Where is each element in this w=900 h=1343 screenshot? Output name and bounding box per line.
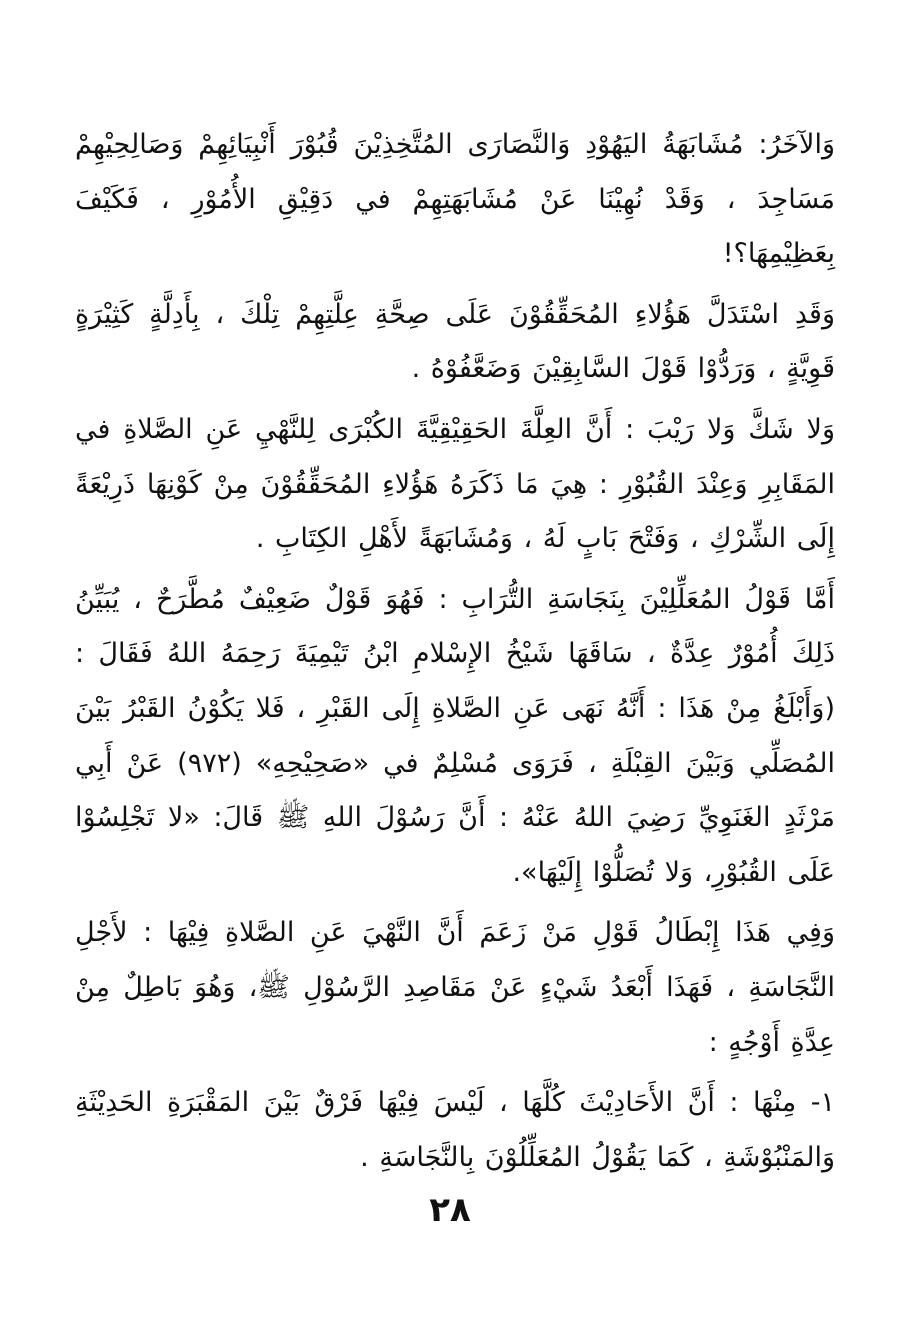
paragraph-5: وَفِي هَذَا إِبْطَالُ قَوْلِ مَنْ زَعَمَ أَنَّ النَّهْيَ عَنِ الصَّلاةِ فِيْهَا : لأَجْلِ النَّجَاسَةِ ، فَهَذَا أَبْعَدُ شَيْءٍ عَنْ مَقَاصِدِ الرَّسُوْلِ ﷺ، وَهُوَ بَاطِلٌ مِنْ عِدَّةِ أَوْجُهٍ : xyxy=(75,917,835,1058)
main-text xyxy=(75,118,835,1191)
paragraph-3: وَلا شَكَّ وَلا رَيْبَ : أَنَّ العِلَّةَ الحَقِيْقِيَّةَ الكُبْرَى لِلنَّهْيِ عَنِ الصَّلاةِ في المَقَابِرِ وَعِنْدَ القُبُوْرِ : هِيَ مَا ذَكَرَهُ هَؤُلاءِ المُحَقِّقُوْنَ مِنْ كَوْنِهَا ذَرِيْعَةً إِلَى الشِّرْكِ ، وَفَتْحَ بَابٍ لَهُ ، وَمُشَابَهَةً لأَهْلِ الكِتَابِ . xyxy=(75,413,835,555)
page-number: ٢٨ xyxy=(429,1190,471,1230)
paragraph-4: أَمَّا قَوْلُ المُعَلِّلِيْنَ بِنَجَاسَةِ التُّرَابِ : فَهُوَ قَوْلٌ ضَعِيْفٌ مُطَّرَحٌ ، يُبَيِّنُ ذَلِكَ أُمُوْرٌ عِدَّةٌ ، سَاقَهَا شَيْخُ الإِسْلامِ ابْنُ تَيْمِيَةَ رَحِمَهُ اللهُ فَقَالَ : (وَأَبْلَغُ مِنْ هَذَا : أَنَّهُ نَهَى عَنِ الصَّلاةِ إِلَى القَبْرِ ، فَلا يَكُوْنُ القَبْرُ بَيْنَ المُصَلِّي وَبَيْنَ القِبْلَةِ ، فَرَوَى مُسْلِمٌ في «صَحِيْحِهِ» (٩٧٢) عَنْ أَبِي مَرْثَدٍ الغَنَوِيِّ رَضِيَ اللهُ عَنْهُ : أَنَّ رَسُوْلَ اللهِ ﷺ قَالَ: «لا تَجْلِسُوْا عَلَى القُبُوْرِ، وَلا تُصَلُّوْا إِلَيْهَا». xyxy=(75,583,835,888)
paragraph-1: وَالآخَرُ: مُشَابَهَةُ اليَهُوْدِ وَالنَّصَارَى المُتَّخِذِيْنَ قُبُوْرَ أَنْبِيَائِهِمْ وَصَالِحِيْهِمْ مَسَاجِدَ ، وَقَدْ نُهِيْنَا عَنْ مُشَابَهَتِهِمْ في دَقِيْقِ الأُمُوْرِ ، فَكَيْفَ بِعَظِيْمِهَا؟! xyxy=(75,129,835,270)
paragraph-6: ١- مِنْهَا : أَنَّ الأَحَادِيْثَ كُلَّهَا ، لَيْسَ فِيْهَا فَرْقٌ بَيْنَ المَقْبَرَةِ الحَدِيْثَةِ وَالمَنْبُوْشَةِ ، كَمَا يَقُوْلُ المُعَلِّلُوْنَ بِالنَّجَاسَةِ . xyxy=(75,1087,835,1173)
paragraph-2: وَقَدِ اسْتَدَلَّ هَؤُلاءِ المُحَقِّقُوْنَ عَلَى صِحَّةِ عِلَّتِهِمْ تِلْكَ ، بِأَدِلَّةٍ كَثِيْرَةٍ قَوِيَّةٍ ، وَرَدُّوْا قَوْلَ السَّابِقِيْنَ وَضَعَّفُوْهُ . xyxy=(75,298,835,385)
